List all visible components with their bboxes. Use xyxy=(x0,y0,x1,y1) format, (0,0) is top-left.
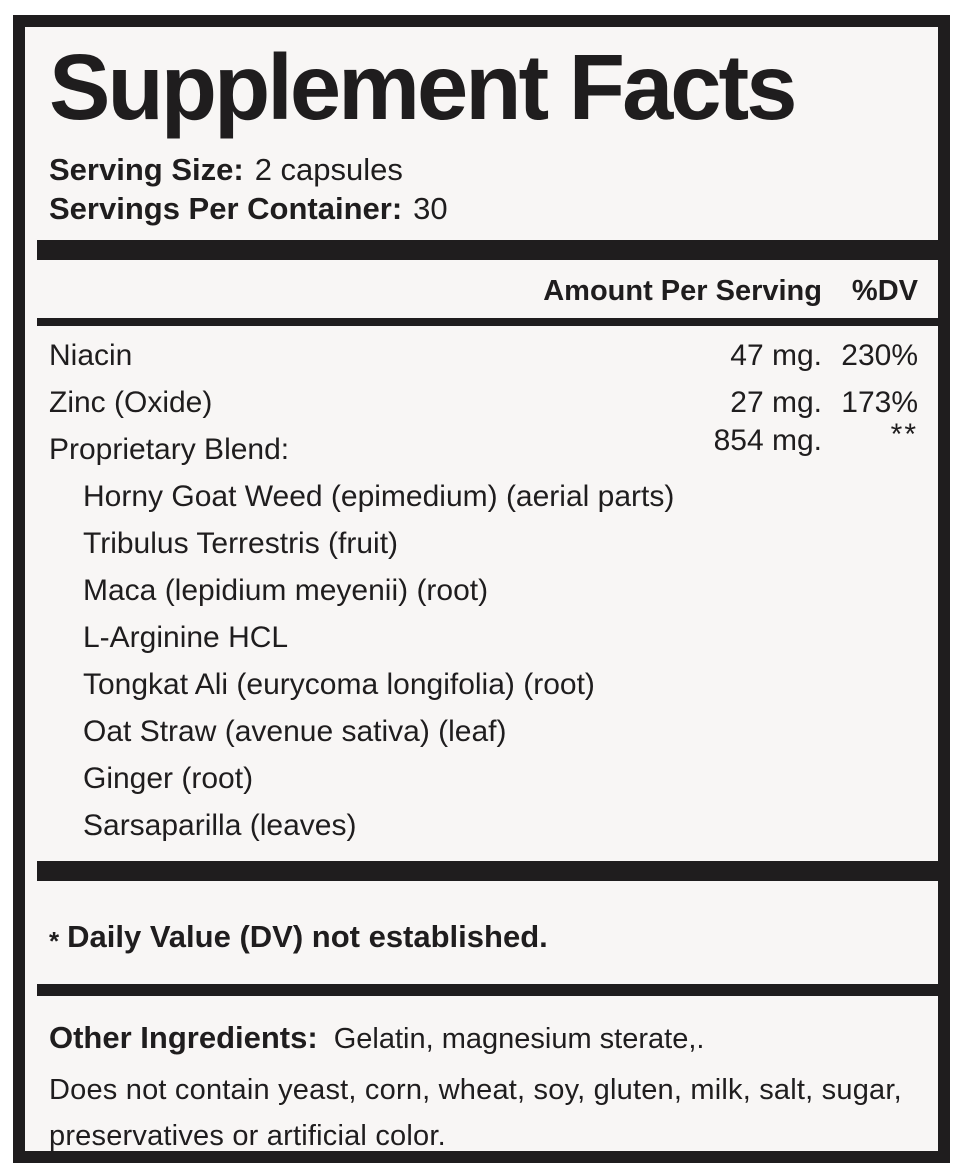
divider-under-header xyxy=(37,318,938,326)
ingredient-row-proprietary-blend xyxy=(49,418,918,473)
blend-item-name: Tribulus Terrestris (fruit) xyxy=(83,527,399,560)
column-header-row xyxy=(49,260,918,318)
divider-top-thick xyxy=(37,240,938,260)
serving-size-label: Serving Size: xyxy=(49,152,244,187)
ingredient-dv: ** xyxy=(890,418,918,451)
footnote-text: Daily Value (DV) not established. xyxy=(67,919,548,954)
allergen-statement-line-2: preservatives or artificial color. xyxy=(49,1120,446,1152)
blend-item-name: Oat Straw (avenue sativa) (leaf) xyxy=(83,715,507,748)
ingredient-amount: 47 mg. xyxy=(730,339,822,372)
blend-item-name: Sarsaparilla (leaves) xyxy=(83,809,357,842)
blend-item-row xyxy=(49,708,918,755)
serving-size-line xyxy=(49,150,918,189)
ingredient-dv: 230% xyxy=(841,339,918,372)
blend-item-row xyxy=(49,802,918,849)
blend-item-name: Horny Goat Weed (epimedium) (aerial parts) xyxy=(83,480,675,513)
blend-item-name: Tongkat Ali (eurycoma longifolia) (root) xyxy=(83,668,595,701)
ingredient-amount: 27 mg. xyxy=(730,386,822,419)
divider-other-ingredients xyxy=(37,984,938,996)
blend-item-row xyxy=(49,473,918,520)
blend-item-name: L-Arginine HCL xyxy=(83,621,289,654)
ingredient-amount: 854 mg. xyxy=(713,424,822,457)
supplement-facts-label xyxy=(13,15,950,1163)
blend-item-name: Ginger (root) xyxy=(83,762,254,795)
ingredient-rows xyxy=(49,332,918,849)
servings-per-container-line xyxy=(49,189,918,228)
serving-size-value: 2 capsules xyxy=(254,152,403,187)
blend-item-row xyxy=(49,661,918,708)
blend-item-row xyxy=(49,614,918,661)
blend-item-row xyxy=(49,755,918,802)
servings-per-container-label: Servings Per Container: xyxy=(49,191,403,226)
ingredient-dv: 173% xyxy=(841,386,918,419)
other-ingredients-line xyxy=(49,1018,918,1059)
amount-per-serving-header: Amount Per Serving xyxy=(543,275,822,307)
other-ingredients-label: Other Ingredients: xyxy=(49,1020,318,1055)
blend-item-name: Maca (lepidium meyenii) (root) xyxy=(83,574,489,607)
blend-item-row xyxy=(49,567,918,614)
ingredient-name: Proprietary Blend: xyxy=(49,433,290,466)
label-title: Supplement Facts xyxy=(49,35,795,139)
serving-info xyxy=(49,150,918,228)
ingredient-name: Zinc (Oxide) xyxy=(49,386,213,419)
blend-item-row xyxy=(49,520,918,567)
footnote-asterisk: * xyxy=(49,926,60,956)
servings-per-container-value: 30 xyxy=(413,191,448,226)
dv-header: %DV xyxy=(851,275,918,307)
other-ingredients-value: Gelatin, magnesium sterate,. xyxy=(333,1023,705,1055)
allergen-statement-line-1: Does not contain yeast, corn, wheat, soy, gluten, milk, salt, sugar, xyxy=(49,1074,902,1106)
daily-value-footnote xyxy=(49,919,918,956)
ingredient-name: Niacin xyxy=(49,339,133,372)
divider-bottom-thick xyxy=(37,861,938,881)
ingredient-row-niacin xyxy=(49,332,918,379)
